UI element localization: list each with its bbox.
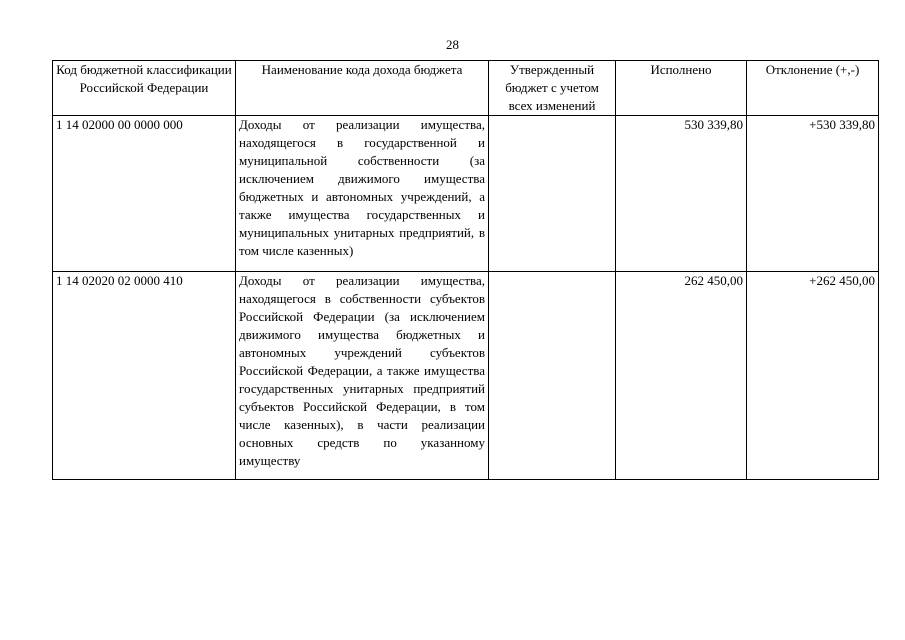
cell-name: Доходы от реализации имущества, находящегося в собственности субъектов Российской Федерации (за исключением движимого имущества бюджетных и автономных учреждений субъектов Российской Федерации, а также имущества государственных унитарных предприятий субъектов Российской Федерации, в том числе казенных), в части реализации основных средств по указанному имуществу	[236, 272, 489, 480]
cell-deviation: +530 339,80	[747, 116, 879, 272]
header-executed: Исполнено	[616, 61, 747, 116]
header-approved: Утвержденный бюджет с учетом всех изменений	[489, 61, 616, 116]
header-name: Наименование кода дохода бюджета	[236, 61, 489, 116]
table-row	[53, 116, 879, 272]
page-number: 28	[446, 37, 459, 52]
header-code: Код бюджетной классификации Российской Федерации	[53, 61, 236, 116]
budget-table	[52, 60, 879, 480]
cell-approved	[489, 272, 616, 480]
cell-code: 1 14 02000 00 0000 000	[53, 116, 236, 272]
cell-deviation: +262 450,00	[747, 272, 879, 480]
table-row	[53, 272, 879, 480]
cell-name: Доходы от реализации имущества, находящегося в государственной и муниципальной собственности (за исключением движимого имущества бюджетных и автономных учреждений, а также имущества государственных и муниципальных унитарных предприятий, в том числе казенных)	[236, 116, 489, 272]
cell-executed: 530 339,80	[616, 116, 747, 272]
cell-executed: 262 450,00	[616, 272, 747, 480]
cell-approved	[489, 116, 616, 272]
cell-code: 1 14 02020 02 0000 410	[53, 272, 236, 480]
header-deviation: Отклонение (+,-)	[747, 61, 879, 116]
table-header-row	[53, 61, 879, 116]
